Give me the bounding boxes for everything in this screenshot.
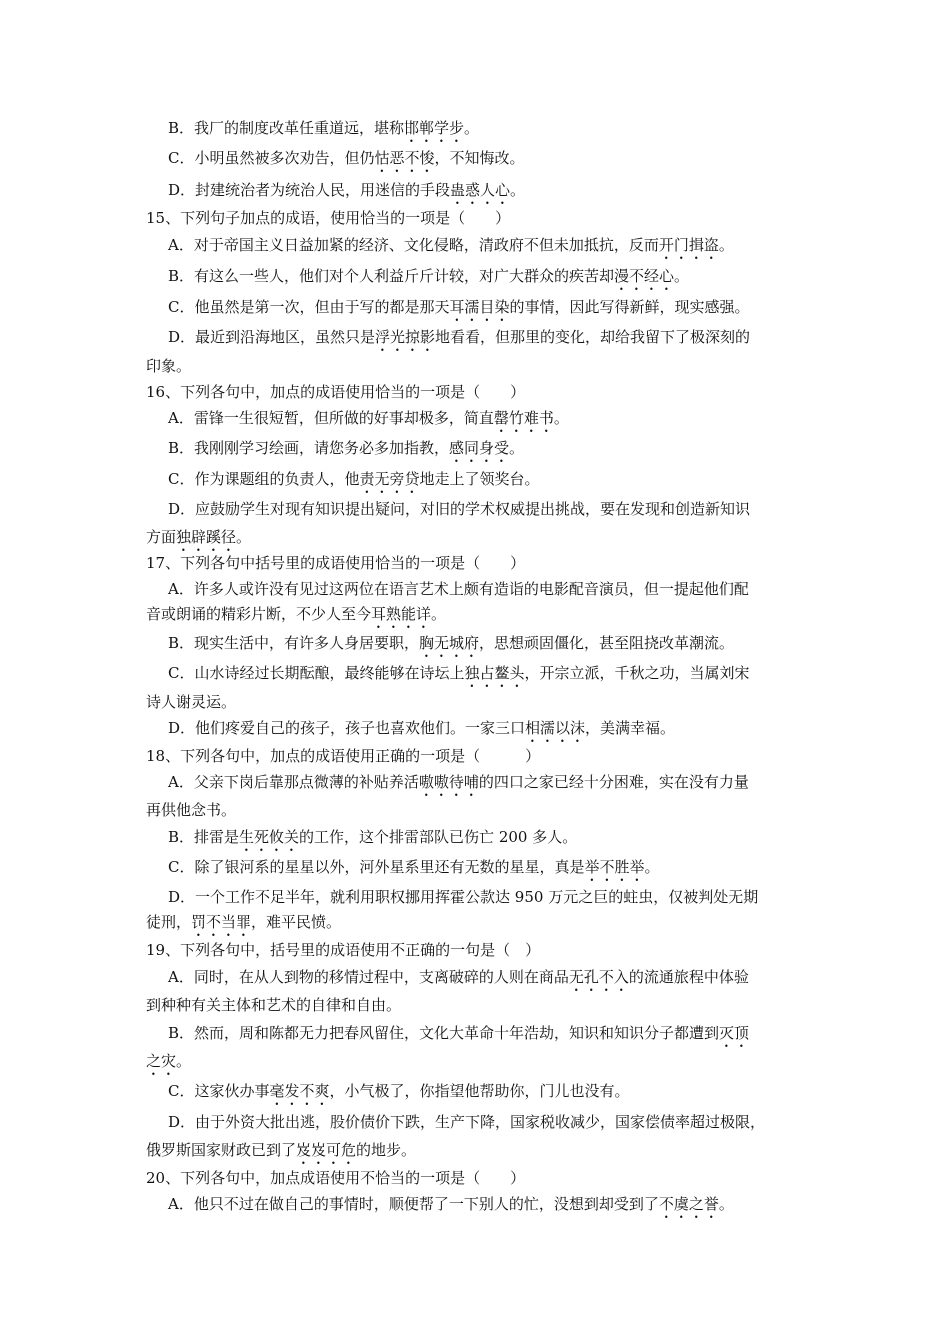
option-line: C．作为课题组的负责人，他责无旁贷地走上了领奖台。 (168, 470, 540, 488)
emphasized-idiom: 感同身受 (449, 439, 510, 457)
option-line: C．除了银河系的星星以外，河外星系里还有无数的星星，真是举不胜举。 (168, 858, 660, 876)
emphasized-idiom: 毫发不爽 (269, 1082, 330, 1100)
emphasized-idiom: 耳熟能详 (371, 605, 432, 623)
option-line: D．由于外资大批出逃，股价债价下跌，生产下降，国家税收减少，国家偿债率超过极限， (168, 1113, 766, 1131)
option-line: A．同时，在从人到物的移情过程中，支离破碎的人则在商品无孔不入的流通旅程中体验 (168, 968, 749, 986)
emphasized-idiom: 举不胜举 (584, 858, 645, 876)
option-line: A．雷锋一生很短暂，但所做的好事却极多，简直罄竹难书。 (168, 409, 569, 427)
question-heading: 17、下列各句中括号里的成语使用恰当的一项是（ ） (146, 554, 526, 572)
option-line: B．我刚刚学习绘画，请您务必多加指教，感同身受。 (168, 439, 525, 457)
option-line: B．有这么一些人，他们对个人利益斤斤计较，对广大群众的疾苦却漫不经心。 (168, 267, 690, 285)
option-continuation: 到种种有关主体和艺术的自律和自由。 (146, 996, 402, 1014)
option-line: D．应鼓励学生对现有知识提出疑问，对旧的学术权威提出挑战，要在发现和创造新知识 (168, 500, 751, 518)
option-continuation: 俄罗斯国家财政已到了岌岌可危的地步。 (146, 1141, 417, 1159)
option-continuation: 之灾。 (146, 1052, 192, 1070)
option-line: D．最近到沿海地区，虽然只是浮光掠影地看看，但那里的变化，却给我留下了极深刻的 (168, 328, 751, 346)
option-line: D．一个工作不足半年，就利用职权挪用挥霍公款达 950 万元之巨的蛀虫，仅被判处无期 (168, 888, 759, 906)
emphasized-idiom: 蛊惑人心 (450, 181, 511, 199)
emphasized-idiom: 罚不当罪 (191, 913, 252, 931)
option-line: C．小明虽然被多次劝告，但仍怙恶不悛，不知悔改。 (168, 149, 525, 167)
emphasized-idiom: 耳濡目染 (449, 298, 510, 316)
option-line: A．对于帝国主义日益加紧的经济、文化侵略，清政府不但未加抵抗，反而开门揖盗。 (168, 236, 734, 254)
emphasized-idiom: 之灾 (146, 1052, 177, 1070)
option-line: C．山水诗经过长期酝酿，最终能够在诗坛上独占鳌头，开宗立派，千秋之功，当属刘宋 (168, 664, 750, 682)
option-continuation: 印象。 (146, 357, 192, 375)
option-line: D．封建统治者为统治人民，用迷信的手段蛊惑人心。 (168, 181, 526, 199)
option-line: C．这家伙办事毫发不爽，小气极了，你指望他帮助你，门儿也没有。 (168, 1082, 630, 1100)
option-continuation: 再供他念书。 (146, 801, 237, 819)
option-line: D．他们疼爱自己的孩子，孩子也喜欢他们。一家三口相濡以沫，美满幸福。 (168, 719, 676, 737)
question-heading: 18、下列各句中，加点的成语使用正确的一项是（ ） (146, 747, 541, 765)
emphasized-idiom: 开门揖盗 (658, 236, 719, 254)
emphasized-idiom: 漫不经心 (614, 267, 675, 285)
question-heading: 20、下列各句中，加点成语使用不恰当的一项是（ ） (146, 1169, 526, 1187)
option-line: B．排雷是生死攸关的工作，这个排雷部队已伤亡 200 多人。 (168, 828, 578, 846)
emphasized-idiom: 无孔不入 (568, 968, 629, 986)
emphasized-idiom: 生死攸关 (239, 828, 300, 846)
option-continuation: 音或朗诵的精彩片断，不少人至今耳熟能详。 (146, 605, 447, 623)
emphasized-idiom: 不虞之誉 (658, 1195, 719, 1213)
emphasized-idiom: 浮光掠影 (375, 328, 436, 346)
option-continuation: 徒刑，罚不当罪，难平民愤。 (146, 913, 342, 931)
option-continuation: 诗人谢灵运。 (146, 693, 237, 711)
emphasized-idiom: 责无旁贷 (359, 470, 420, 488)
option-line: A．父亲下岗后靠那点微薄的补贴养活嗷嗷待哺的四口之家已经十分困难，实在没有力量 (168, 773, 749, 791)
question-heading: 15、下列句子加点的成语，使用恰当的一项是（ ） (146, 209, 511, 227)
question-heading: 16、下列各句中，加点的成语使用恰当的一项是（ ） (146, 383, 526, 401)
emphasized-idiom: 独占鳌头 (464, 664, 525, 682)
option-continuation: 方面独辟蹊径。 (146, 528, 252, 546)
emphasized-idiom: 灭顶 (719, 1024, 750, 1042)
option-line: B．我厂的制度改革任重道远，堪称邯郸学步。 (168, 119, 480, 137)
emphasized-idiom: 罄竹难书 (493, 409, 554, 427)
emphasized-idiom: 独辟蹊径 (176, 528, 237, 546)
option-line: B．现实生活中，有许多人身居要职，胸无城府，思想顽固僵化，甚至阻挠改革潮流。 (168, 634, 735, 652)
option-line: A．许多人或许没有见过这两位在语言艺术上颇有造诣的电影配音演员，但一提起他们配 (168, 580, 749, 598)
option-line: B．然而，周和陈都无力把春风留住，文化大革命十年浩劫，知识和知识分子都遭到灭顶 (168, 1024, 750, 1042)
emphasized-idiom: 嗷嗷待哺 (418, 773, 479, 791)
question-heading: 19、下列各句中，括号里的成语使用不正确的一句是（ ） (146, 941, 541, 959)
option-line: A．他只不过在做自己的事情时，顺便帮了一下别人的忙，没想到却受到了不虞之誉。 (168, 1195, 734, 1213)
emphasized-idiom: 怙恶不悛 (374, 149, 435, 167)
option-line: C．他虽然是第一次，但由于写的都是那天耳濡目染的事情，因此写得新鲜，现实感强。 (168, 298, 750, 316)
emphasized-idiom: 邯郸学步 (404, 119, 465, 137)
emphasized-idiom: 胸无城府 (419, 634, 480, 652)
emphasized-idiom: 相濡以沫 (525, 719, 586, 737)
emphasized-idiom: 岌岌可危 (296, 1141, 357, 1159)
